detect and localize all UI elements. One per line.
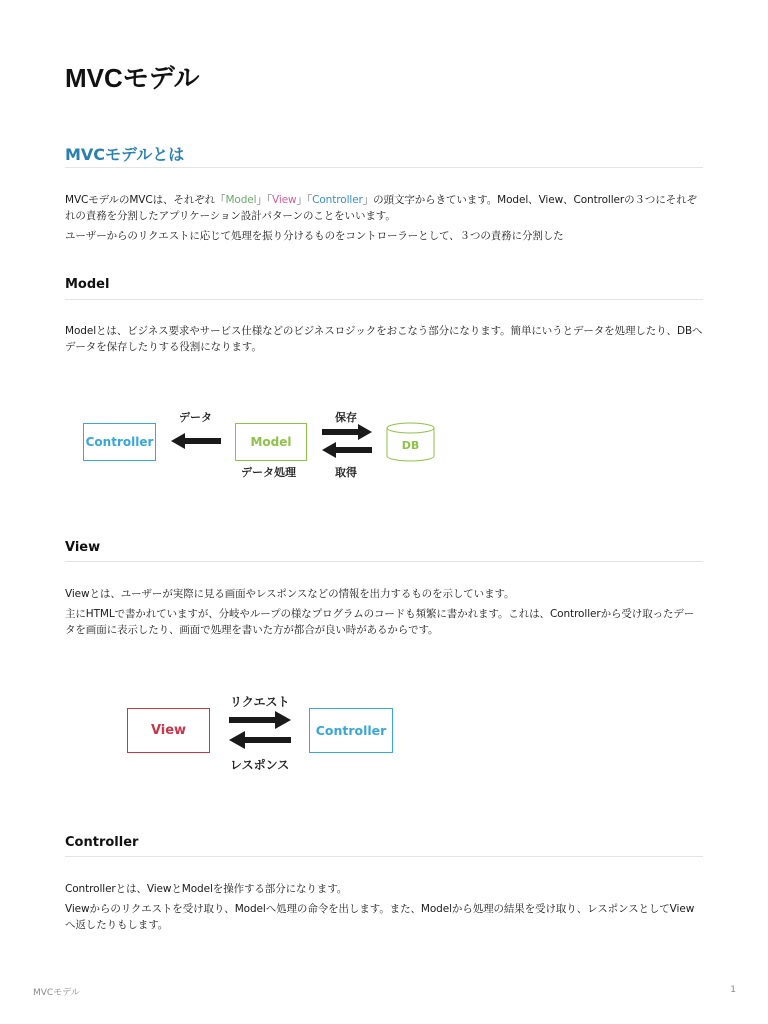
diagram-db-label: DB [401, 438, 420, 452]
diagram-label-request: リクエスト [230, 695, 290, 709]
view-paragraph-2: 主にHTMLで書かれていますが、分岐やループの様なプログラムのコードも頻繁に書かれます。これは、Controllerから受け取ったデータを画面に表示したり、画面で処理を書いた方が都合が良い時があるからです。 [65, 608, 695, 636]
diagram-view-box: View [127, 708, 210, 753]
footer-page-number: 1 [730, 985, 736, 995]
swap-arrows-icon [322, 424, 372, 458]
section-heading-view: View [65, 540, 101, 555]
section-divider [65, 167, 703, 168]
section-heading-intro: MVCモデルとは [65, 145, 185, 164]
diagram-label-get: 取得 [335, 466, 357, 479]
diagram-controller-box: Controller [83, 423, 156, 461]
diagram-label-data: データ [179, 411, 212, 424]
arrow-left-icon [171, 433, 221, 449]
diagram-model-box: Model [235, 423, 307, 461]
diagram-label-response: レスポンス [230, 758, 290, 772]
model-paragraph: Modelとは、ビジネス要求やサービス仕様などのビジネスロジックをおこなう部分になります。簡単にいうとデータを処理したり、DBへデータを保存したりする役割になります。 [65, 325, 703, 353]
intro-text: 」の頭文字からきています。Model、View、Controllerの３つにそれぞれの責務を分割したアプリケーション設計パターンのことをいいます。 [65, 194, 697, 222]
view-term: View [272, 194, 297, 206]
intro-text: 」「 [296, 194, 313, 206]
model-term: Model [225, 194, 257, 206]
swap-arrows-icon [229, 711, 291, 749]
controller-term: Controller [312, 194, 363, 206]
section-heading-controller: Controller [65, 835, 139, 850]
section-divider [65, 561, 703, 562]
intro-paragraph-2: ユーザーからのリクエストに応じて処理を振り分けるものをコントローラーとして、３つの責務に分割した [65, 230, 564, 242]
diagram-controller-box: Controller [309, 708, 393, 753]
view-paragraph-1: Viewとは、ユーザーが実際に見る画面やレスポンスなどの情報を出力するものを示しています。 [65, 588, 515, 600]
controller-paragraph-1: Controllerとは、ViewとModelを操作する部分になります。 [65, 883, 348, 895]
intro-text: 」「 [256, 194, 273, 206]
intro-paragraph-1 [65, 192, 703, 224]
controller-paragraph-2: Viewからのリクエストを受け取り、Modelへ処理の命令を出します。また、Modelから処理の結果を受け取り、レスポンスとしてViewへ返したりもします。 [65, 903, 695, 931]
footer-doc-name: MVCモデル [33, 988, 80, 998]
section-divider [65, 299, 703, 300]
section-heading-model: Model [65, 277, 110, 292]
section-divider [65, 856, 703, 857]
page-title: MVCモデル [65, 63, 200, 93]
diagram-label-save: 保存 [335, 411, 357, 424]
intro-text: MVCモデルのMVCは、それぞれ「 [65, 194, 226, 206]
diagram-label-processing: データ処理 [241, 466, 296, 479]
